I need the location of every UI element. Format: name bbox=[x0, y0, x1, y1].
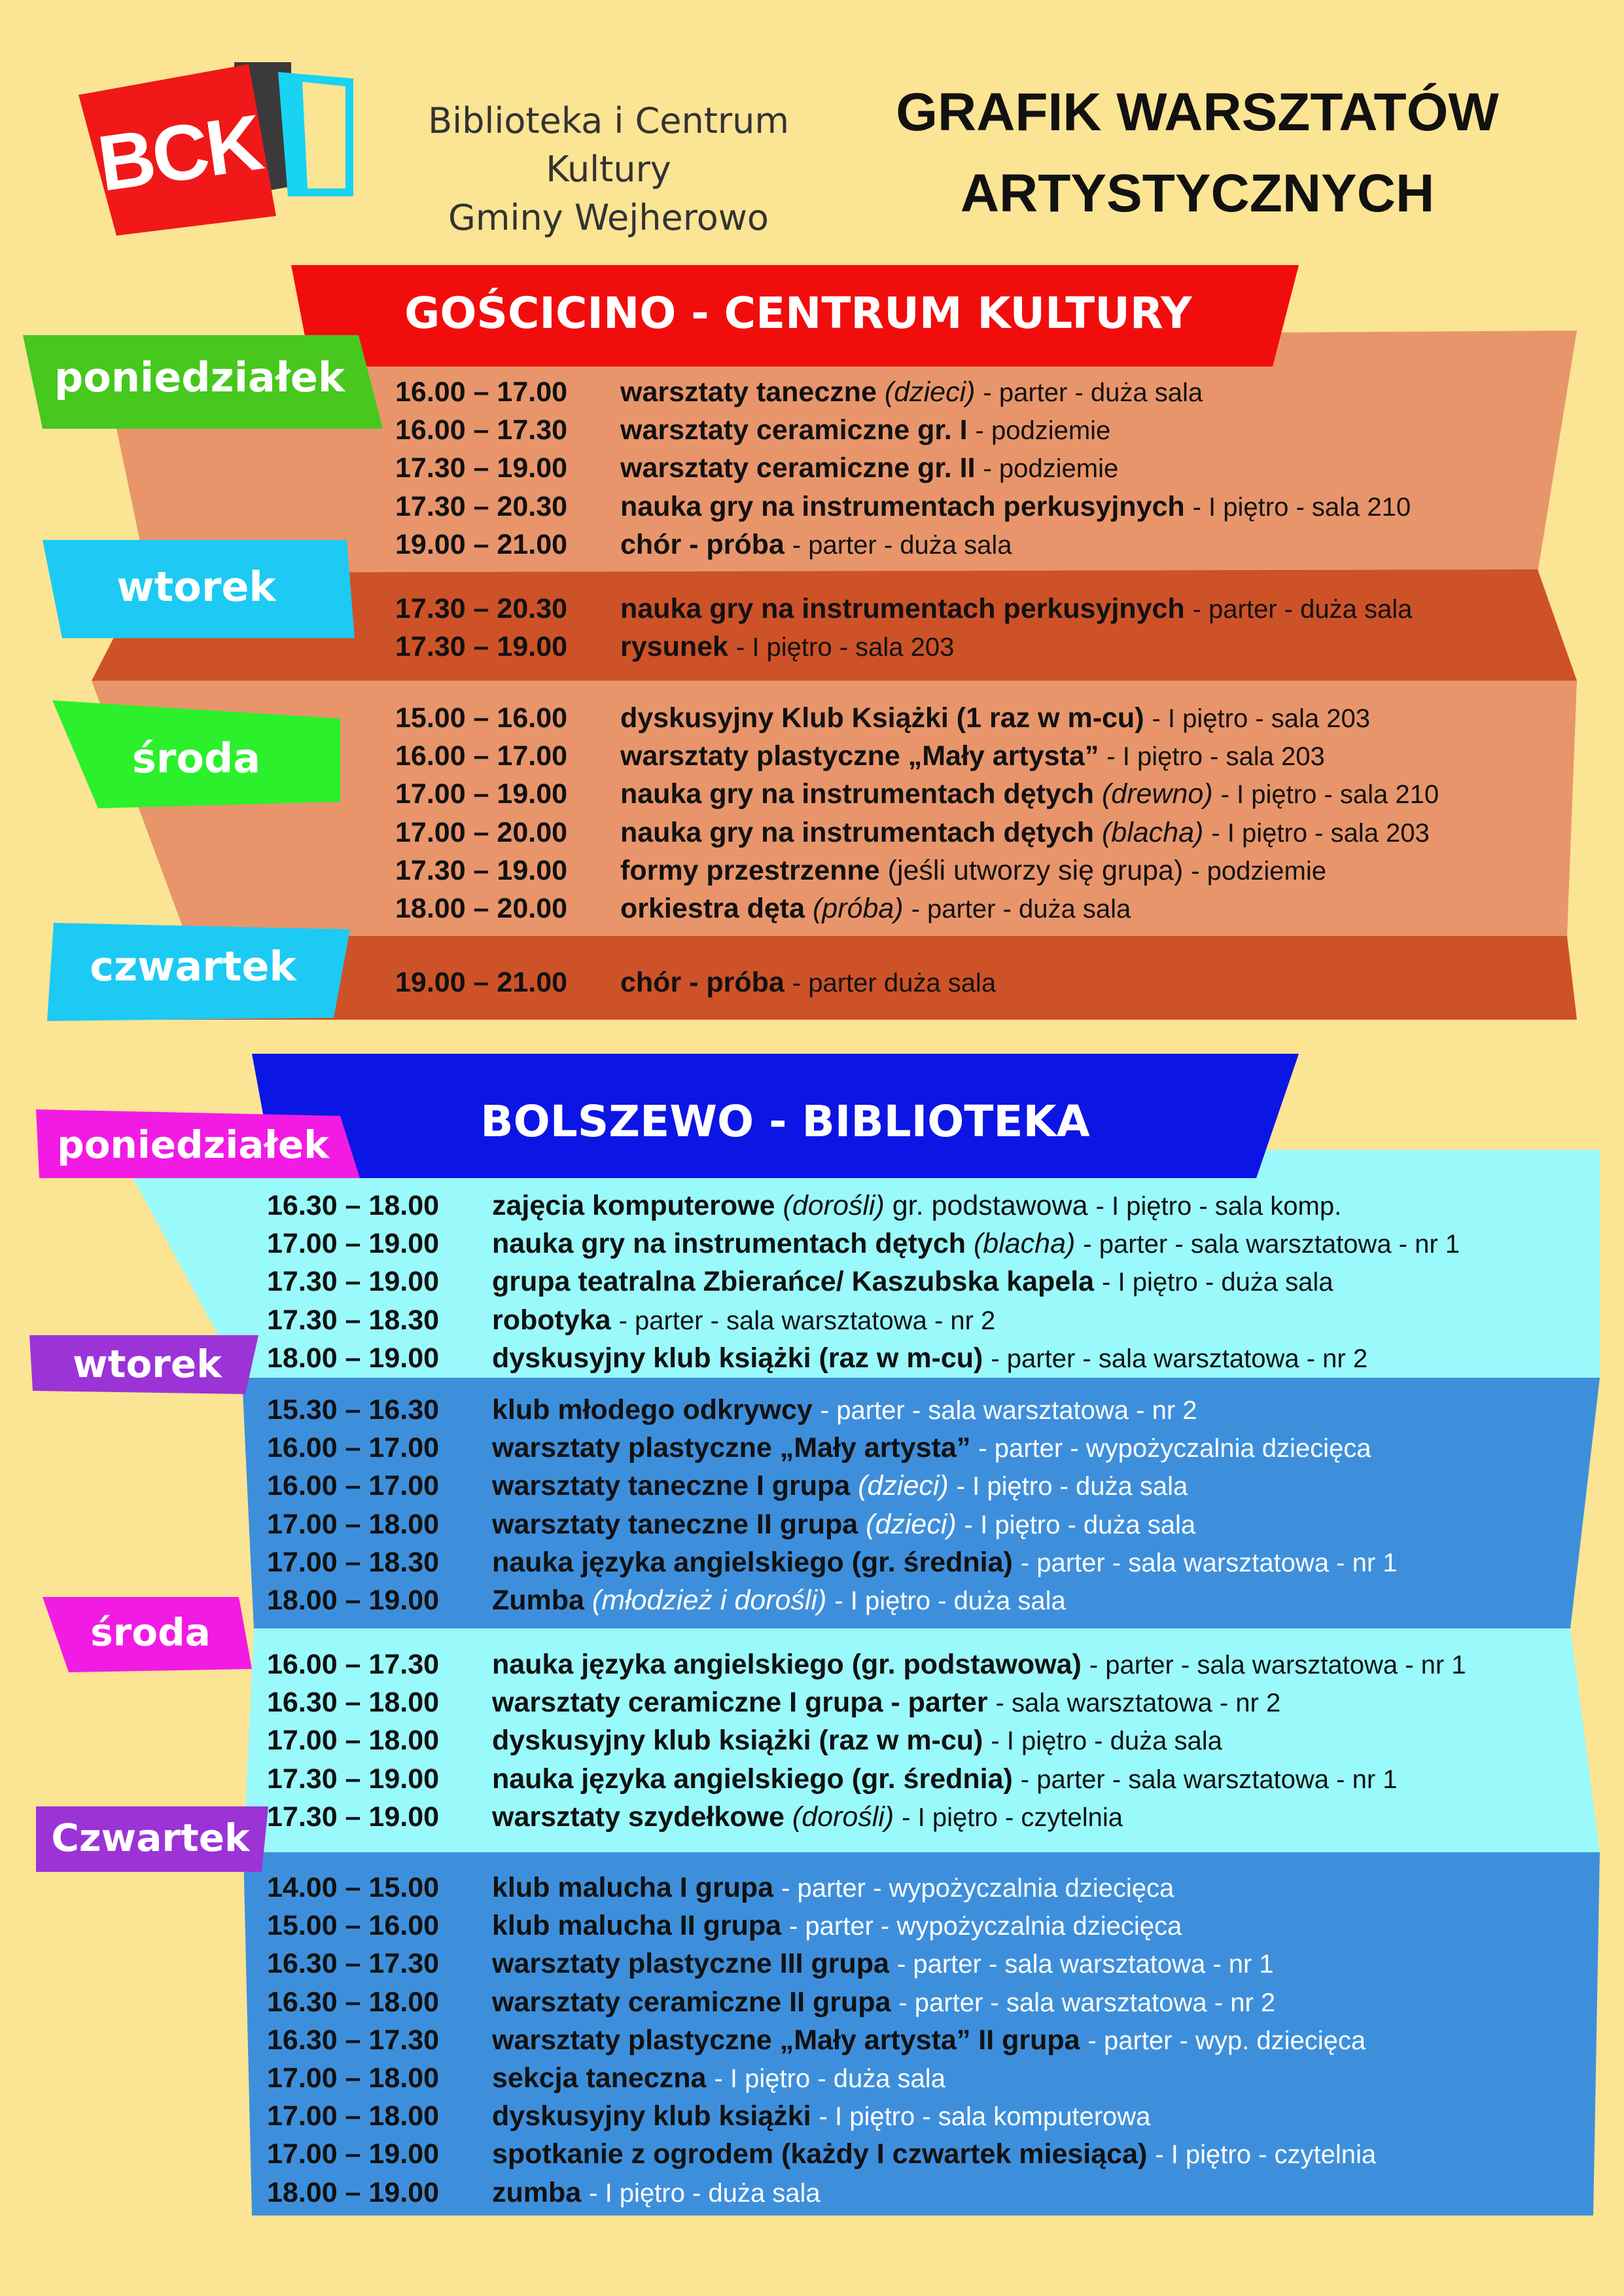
schedule-time: 17.00 – 18.00 bbox=[267, 1725, 440, 1757]
schedule-note: (dorośli) bbox=[783, 1190, 885, 1221]
schedule-location: - podziemie bbox=[983, 454, 1119, 484]
schedule-row bbox=[267, 2174, 1376, 2212]
schedule-activity: robotyka bbox=[492, 1304, 611, 1336]
schedule-activity: nauka języka angielskiego (gr. średnia) bbox=[492, 1546, 1013, 1578]
schedule-location: - I piętro - sala komputerowa bbox=[819, 2102, 1151, 2132]
schedule-location: - I piętro - czytelnia bbox=[902, 1803, 1123, 1832]
institution-name-line2: Gminy Wejherowo bbox=[448, 197, 769, 238]
bolszewo-tuesday-list bbox=[267, 1391, 1398, 1619]
bolszewo-day-wednesday: środa bbox=[90, 1610, 211, 1655]
schedule-row bbox=[267, 2021, 1376, 2059]
schedule-activity: sekcja taneczna bbox=[492, 2062, 707, 2094]
schedule-time: 17.30 – 19.00 bbox=[267, 1763, 440, 1795]
schedule-row bbox=[267, 2097, 1376, 2135]
schedule-row bbox=[395, 526, 1411, 564]
schedule-activity: nauka gry na instrumentach dętych bbox=[620, 816, 1095, 848]
schedule-time: 17.30 – 19.00 bbox=[267, 1266, 440, 1298]
goscicino-header: GOŚCICINO - CENTRUM KULTURY bbox=[404, 288, 1192, 338]
schedule-row bbox=[267, 1263, 1460, 1300]
bolszewo-thursday-list bbox=[267, 1869, 1376, 2212]
schedule-time: 18.00 – 19.00 bbox=[267, 1342, 440, 1374]
schedule-location: - I piętro - sala 203 bbox=[735, 633, 955, 662]
schedule-location: - parter - wypożyczalnia dziecięca bbox=[978, 1434, 1371, 1463]
schedule-row bbox=[395, 411, 1411, 449]
schedule-row bbox=[395, 488, 1411, 526]
schedule-note: (dzieci) bbox=[866, 1508, 957, 1540]
schedule-activity: nauka gry na instrumentach dętych bbox=[492, 1228, 966, 1260]
schedule-time: 16.30 – 18.00 bbox=[267, 1986, 440, 2018]
schedule-location: - I piętro - sala 210 bbox=[1192, 492, 1411, 522]
bolszewo-day-monday: poniedziałek bbox=[57, 1122, 329, 1167]
bolszewo-day-thursday: Czwartek bbox=[51, 1816, 250, 1860]
schedule-location: - I piętro - duża sala bbox=[964, 1510, 1196, 1539]
bck-logo-letters: BCK bbox=[92, 98, 266, 208]
schedule-activity: dyskusyjny klub książki bbox=[492, 2100, 811, 2132]
schedule-activity: zajęcia komputerowe bbox=[492, 1190, 775, 1221]
schedule-activity: klub młodego odkrywcy bbox=[492, 1394, 813, 1426]
schedule-row bbox=[395, 963, 996, 1001]
schedule-time: 16.30 – 18.00 bbox=[267, 1687, 440, 1719]
schedule-row bbox=[267, 1301, 1460, 1339]
schedule-activity: zumba bbox=[492, 2176, 582, 2208]
schedule-location: - I piętro - sala 210 bbox=[1220, 780, 1439, 810]
schedule-row bbox=[267, 1869, 1376, 1907]
schedule-time: 19.00 – 21.00 bbox=[395, 528, 568, 560]
schedule-time: 17.00 – 18.00 bbox=[267, 2062, 440, 2094]
schedule-activity: orkiestra dęta bbox=[620, 892, 805, 924]
schedule-time: 16.00 – 17.30 bbox=[395, 414, 568, 446]
schedule-activity: klub malucha II grupa bbox=[492, 1910, 782, 1942]
schedule-row bbox=[267, 1391, 1398, 1429]
schedule-location: - parter - sala warsztatowa - nr 1 bbox=[1020, 1548, 1398, 1577]
schedule-time: 17.30 – 19.00 bbox=[395, 631, 568, 663]
schedule-location: - podziemie bbox=[975, 416, 1111, 446]
schedule-row bbox=[267, 2059, 1376, 2097]
schedule-row bbox=[267, 1907, 1376, 1945]
schedule-location: - parter - sala warsztatowa - nr 1 bbox=[896, 1950, 1274, 1979]
schedule-location: - I piętro - sala komp. bbox=[1095, 1192, 1342, 1221]
schedule-time: 17.00 – 19.00 bbox=[267, 1228, 440, 1260]
goscicino-monday-list bbox=[395, 373, 1411, 564]
schedule-row bbox=[267, 1683, 1466, 1721]
schedule-row bbox=[267, 1225, 1460, 1263]
schedule-row bbox=[267, 1945, 1376, 1982]
schedule-activity: nauka gry na instrumentach perkusyjnych bbox=[620, 490, 1185, 522]
schedule-activity: warsztaty plastyczne „Mały artysta” bbox=[620, 740, 1099, 772]
schedule-location: - parter - duża sala bbox=[911, 894, 1131, 924]
schedule-time: 16.30 – 18.00 bbox=[267, 1190, 440, 1221]
schedule-activity: warsztaty plastyczne „Mały artysta” bbox=[492, 1432, 971, 1464]
page-title-line2: ARTYSTYCZNYCH bbox=[960, 164, 1435, 223]
schedule-row bbox=[267, 1543, 1398, 1581]
schedule-row bbox=[267, 1798, 1466, 1836]
schedule-location: - I piętro - czytelnia bbox=[1155, 2140, 1377, 2170]
page-title bbox=[844, 72, 1551, 234]
schedule-row bbox=[395, 737, 1439, 775]
schedule-location: - parter - duża sala bbox=[983, 378, 1203, 407]
schedule-activity: warsztaty ceramiczne II grupa bbox=[492, 1986, 891, 2018]
schedule-note: (dorośli) bbox=[792, 1801, 894, 1833]
schedule-activity: nauka gry na instrumentach perkusyjnych bbox=[620, 593, 1185, 624]
schedule-location: - I piętro - sala 203 bbox=[1152, 704, 1370, 733]
schedule-note: (blacha) bbox=[973, 1228, 1076, 1260]
schedule-location: - I piętro - duża sala bbox=[956, 1472, 1188, 1501]
schedule-activity: dyskusyjny klub książki (raz w m-cu) bbox=[492, 1725, 983, 1757]
schedule-row bbox=[395, 449, 1411, 487]
schedule-location: - I piętro - duża sala bbox=[834, 1586, 1066, 1615]
schedule-time: 17.00 – 20.00 bbox=[395, 816, 568, 848]
schedule-row bbox=[395, 775, 1439, 813]
schedule-activity: spotkanie z ogrodem (każdy I czwartek miesiąca) bbox=[492, 2138, 1148, 2170]
schedule-row bbox=[267, 1581, 1398, 1619]
schedule-activity: nauka gry na instrumentach dętych bbox=[620, 778, 1095, 810]
bolszewo-monday-list bbox=[267, 1187, 1460, 1377]
schedule-detail: gr. podstawowa bbox=[892, 1190, 1088, 1221]
schedule-activity: nauka języka angielskiego (gr. podstawowa) bbox=[492, 1649, 1082, 1680]
schedule-time: 16.00 – 17.30 bbox=[267, 1649, 440, 1680]
schedule-time: 15.30 – 16.30 bbox=[267, 1394, 440, 1426]
schedule-row bbox=[267, 1505, 1398, 1543]
schedule-row bbox=[267, 1645, 1466, 1683]
bolszewo-wednesday-list bbox=[267, 1645, 1466, 1836]
schedule-activity: Zumba bbox=[492, 1584, 584, 1616]
schedule-activity: chór - próba bbox=[620, 528, 785, 560]
schedule-row bbox=[267, 1721, 1466, 1759]
schedule-note: (młodzież i dorośli) bbox=[591, 1584, 827, 1616]
schedule-activity: formy przestrzenne bbox=[620, 854, 880, 886]
schedule-time: 18.00 – 19.00 bbox=[267, 2176, 440, 2208]
schedule-time: 17.00 – 18.00 bbox=[267, 1508, 440, 1540]
schedule-time: 15.00 – 16.00 bbox=[267, 1910, 440, 1942]
schedule-location: - I piętro - duża sala bbox=[714, 2064, 945, 2093]
goscicino-day-wednesday: środa bbox=[132, 734, 261, 782]
schedule-location: - I piętro - duża sala bbox=[589, 2178, 821, 2208]
schedule-activity: warsztaty plastyczne III grupa bbox=[492, 1948, 889, 1980]
schedule-location: - I piętro - duża sala bbox=[1102, 1268, 1333, 1297]
schedule-time: 18.00 – 20.00 bbox=[395, 892, 568, 924]
goscicino-day-thursday: czwartek bbox=[90, 942, 296, 990]
schedule-location: - parter - sala warsztatowa - nr 2 bbox=[820, 1396, 1197, 1425]
schedule-row bbox=[267, 1983, 1376, 2021]
schedule-row bbox=[395, 889, 1439, 927]
schedule-row bbox=[267, 2135, 1376, 2173]
institution-name bbox=[386, 97, 831, 242]
schedule-location: - parter - sala warsztatowa - nr 2 bbox=[991, 1344, 1368, 1373]
page-title-line1: GRAFIK WARSZTATÓW bbox=[896, 82, 1499, 142]
schedule-time: 15.00 – 16.00 bbox=[395, 702, 568, 734]
schedule-row bbox=[267, 1429, 1398, 1467]
schedule-location: - sala warsztatowa - nr 2 bbox=[995, 1689, 1281, 1718]
schedule-time: 17.00 – 19.00 bbox=[395, 778, 568, 810]
schedule-activity: chór - próba bbox=[620, 967, 785, 998]
schedule-location: - parter - sala warsztatowa - nr 1 bbox=[1083, 1230, 1460, 1259]
schedule-time: 17.30 – 18.30 bbox=[267, 1304, 440, 1336]
schedule-row bbox=[395, 814, 1439, 852]
schedule-detail: (jeśli utworzy się grupa) bbox=[887, 854, 1184, 886]
schedule-activity: warsztaty taneczne bbox=[620, 376, 877, 408]
schedule-activity: warsztaty ceramiczne gr. II bbox=[620, 452, 976, 484]
schedule-location: - parter - sala warsztatowa - nr 2 bbox=[898, 1988, 1276, 2017]
schedule-location: - I piętro - duża sala bbox=[991, 1727, 1222, 1756]
institution-name-line1: Biblioteka i Centrum Kultury bbox=[428, 100, 789, 190]
goscicino-wednesday-list bbox=[395, 699, 1439, 927]
schedule-note: (dzieci) bbox=[858, 1470, 949, 1502]
schedule-location: - parter - wyp. dziecięca bbox=[1087, 2026, 1366, 2055]
schedule-activity: dyskusyjny Klub Książki (1 raz w m-cu) bbox=[620, 702, 1144, 734]
schedule-row bbox=[267, 1187, 1460, 1225]
schedule-time: 17.30 – 20.30 bbox=[395, 490, 568, 522]
schedule-time: 16.00 – 17.00 bbox=[267, 1432, 440, 1464]
schedule-activity: klub malucha I grupa bbox=[492, 1872, 774, 1903]
schedule-activity: warsztaty taneczne I grupa bbox=[492, 1470, 851, 1502]
schedule-location: - I piętro - sala 203 bbox=[1106, 742, 1325, 772]
schedule-time: 17.00 – 19.00 bbox=[267, 2138, 440, 2170]
schedule-time: 14.00 – 15.00 bbox=[267, 1872, 440, 1903]
schedule-time: 17.30 – 19.00 bbox=[267, 1801, 440, 1833]
schedule-activity: dyskusyjny klub książki (raz w m-cu) bbox=[492, 1342, 983, 1374]
schedule-note: (blacha) bbox=[1101, 816, 1204, 848]
schedule-activity: grupa teatralna Zbierańce/ Kaszubska kapela bbox=[492, 1266, 1095, 1298]
schedule-row bbox=[395, 628, 1412, 666]
schedule-location: - parter - sala warsztatowa - nr 1 bbox=[1089, 1651, 1466, 1679]
schedule-activity: warsztaty ceramiczne I grupa - parter bbox=[492, 1687, 988, 1719]
schedule-note: (próba) bbox=[812, 892, 904, 924]
schedule-activity: warsztaty plastyczne „Mały artysta” II grupa bbox=[492, 2024, 1080, 2056]
schedule-activity: warsztaty szydełkowe bbox=[492, 1801, 785, 1833]
schedule-note: (drewno) bbox=[1101, 778, 1213, 810]
schedule-location: - parter - duża sala bbox=[792, 530, 1012, 560]
schedule-note: (dzieci) bbox=[884, 376, 976, 408]
goscicino-thursday-list bbox=[395, 963, 996, 1001]
schedule-activity: rysunek bbox=[620, 631, 728, 663]
schedule-row bbox=[395, 590, 1412, 628]
bck-logo bbox=[92, 95, 268, 213]
schedule-location: - parter - wypożyczalnia dziecięca bbox=[788, 1912, 1182, 1941]
schedule-row bbox=[395, 852, 1439, 889]
schedule-row bbox=[395, 699, 1439, 737]
schedule-location: - parter - wypożyczalnia dziecięca bbox=[781, 1874, 1174, 1903]
schedule-time: 18.00 – 19.00 bbox=[267, 1584, 440, 1616]
schedule-time: 16.30 – 17.30 bbox=[267, 1948, 440, 1980]
schedule-row bbox=[267, 1467, 1398, 1505]
schedule-time: 17.00 – 18.30 bbox=[267, 1546, 440, 1578]
schedule-row bbox=[395, 373, 1411, 411]
bolszewo-day-tuesday: wtorek bbox=[73, 1342, 222, 1386]
schedule-time: 19.00 – 21.00 bbox=[395, 967, 568, 998]
schedule-location: - parter - sala warsztatowa - nr 1 bbox=[1020, 1765, 1398, 1794]
bolszewo-header: BOLSZEWO - BIBLIOTEKA bbox=[480, 1096, 1090, 1147]
schedule-location: - I piętro - sala 203 bbox=[1211, 818, 1430, 848]
schedule-activity: warsztaty ceramiczne gr. I bbox=[620, 414, 968, 446]
schedule-time: 17.30 – 19.00 bbox=[395, 452, 568, 484]
goscicino-day-monday: poniedziałek bbox=[54, 353, 345, 401]
schedule-location: - parter - sala warsztatowa - nr 2 bbox=[618, 1306, 996, 1335]
schedule-time: 16.00 – 17.00 bbox=[395, 376, 568, 408]
schedule-activity: nauka języka angielskiego (gr. średnia) bbox=[492, 1763, 1013, 1795]
schedule-time: 17.30 – 20.30 bbox=[395, 593, 568, 624]
schedule-time: 17.30 – 19.00 bbox=[395, 854, 568, 886]
schedule-time: 16.00 – 17.00 bbox=[267, 1470, 440, 1502]
schedule-row bbox=[267, 1339, 1460, 1377]
schedule-activity: warsztaty taneczne II grupa bbox=[492, 1508, 858, 1540]
schedule-location: - podziemie bbox=[1191, 856, 1326, 886]
schedule-time: 16.00 – 17.00 bbox=[395, 740, 568, 772]
goscicino-day-tuesday: wtorek bbox=[116, 563, 276, 611]
schedule-location: - parter - duża sala bbox=[1192, 595, 1413, 624]
goscicino-tuesday-list bbox=[395, 590, 1412, 666]
schedule-row bbox=[267, 1760, 1466, 1798]
schedule-time: 16.30 – 17.30 bbox=[267, 2024, 440, 2056]
schedule-location: - parter duża sala bbox=[792, 969, 997, 997]
schedule-time: 17.00 – 18.00 bbox=[267, 2100, 440, 2132]
